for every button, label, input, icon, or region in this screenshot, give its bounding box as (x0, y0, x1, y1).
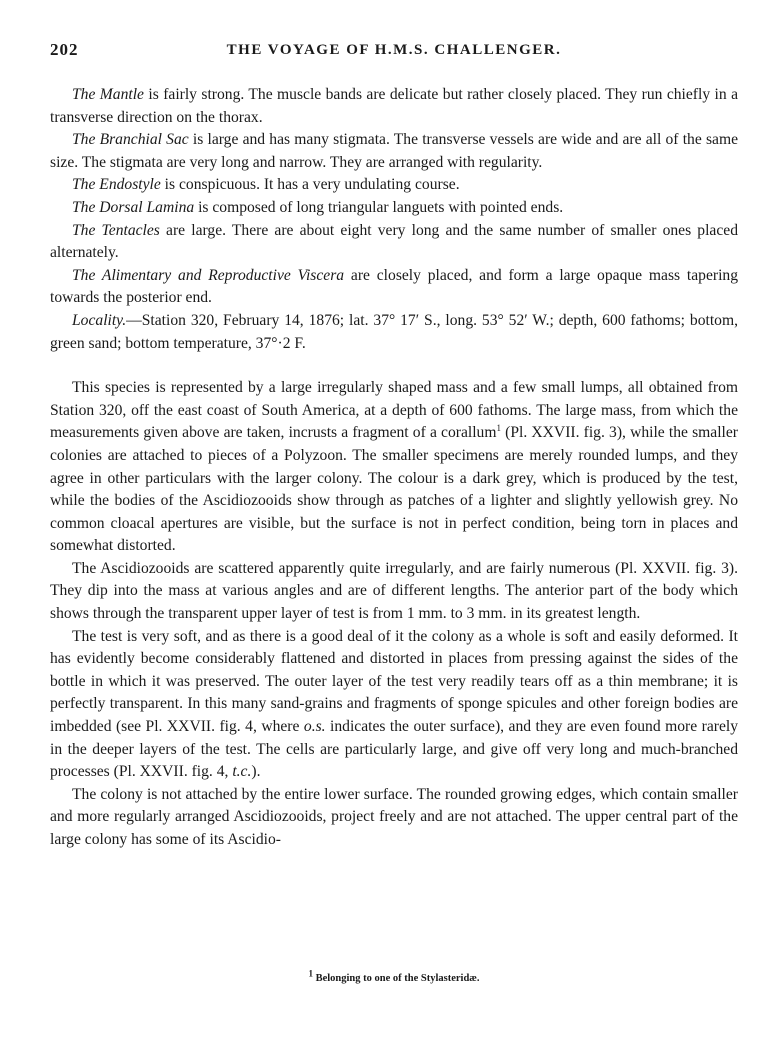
term-label: The Endostyle (72, 176, 161, 194)
footnote-mark: 1 (308, 968, 313, 979)
footnote-reference: 1 (496, 423, 501, 434)
description-viscera (50, 265, 738, 310)
paragraph-text: The colony is not attached by the entire lower surface. The rounded growing edges, which contain smaller and more regularly arranged Ascidiozooids, project freely and are not attached. The upper central part of the large colony has some of its Ascidio- (50, 785, 738, 848)
description-text: are large. There are about eight very long and the same number of smaller ones placed alternately. (50, 221, 738, 262)
figure-label: o.s. (303, 718, 326, 736)
paragraph-text: This species is represented by a large irregularly shaped mass and a few small lumps, all obtained from Station 320, off the east coast of South America, at a depth of 600 fathoms. The large mass, from which the measurements given above are taken, incrusts a fragment of a corallum (50, 379, 738, 442)
term-label: The Tentacles (72, 221, 160, 239)
paragraph-test (50, 626, 738, 784)
paragraph-text: The Ascidiozooids are scattered apparently quite irregularly, and are fairly numerous (Pl. XXVII. fig. 3). They dip into the mass at various angles and are of different lengths. The anterior part of the body which shows through the transparent upper layer of test is from 1 mm. to 3 mm. in its greatest length. (50, 559, 738, 623)
paragraph-text: ). (251, 763, 261, 781)
term-label: Locality. (72, 311, 127, 329)
term-label: The Dorsal Lamina (72, 198, 195, 216)
figure-label: t.c. (232, 763, 252, 781)
description-tentacles (50, 220, 738, 265)
term-label: The Mantle (72, 86, 144, 103)
body-text (50, 84, 738, 852)
paragraph-text: (Pl. XXVII. fig. 3), while the smaller colonies are attached to pieces of a Polyzoon. The smaller specimens are merely rounded lumps, and they agree in other particulars with the larger colony. The colour is a dark grey, which is produced by the test, while the bodies of the Ascidiozooids show through as patches of a lighter and slightly yellowish grey. No common cloacal apertures are visible, but the surface is not in perfect condition, being torn in places and somewhat distorted. (50, 424, 738, 555)
paragraph-text: The test is very soft, and as there is a good deal of it the colony as a whole is soft and easily deformed. It has evidently become considerably flattened and distorted in places from pressing against the sides of the bottle in which it was preserved. The outer layer of the test very readily tears off as a thin membrane; it is perfectly transparent. In this many sand-grains and fragments of sponge spicules and other foreign bodies are imbedded (see Pl. XXVII. fig. 4, where (50, 627, 738, 736)
description-text: are closely placed, and form a large opaque mass tapering towards the posterior end. (50, 266, 738, 307)
description-text: is large and has many stigmata. The transverse vessels are wide and are all of the same size. The stigmata are very long and narrow. They are arranged with regularity. (50, 131, 738, 171)
term-label: The Alimentary and Reproductive Viscera (72, 266, 345, 284)
paragraph-ascidiozooids (50, 558, 738, 626)
paragraph-colony (50, 784, 738, 852)
footnote-text: Belonging to one of the Stylasteridæ. (312, 973, 480, 984)
paragraph-specimen (50, 377, 738, 558)
description-branchial-sac (50, 129, 738, 174)
description-mantle (50, 84, 738, 129)
description-endostyle (50, 174, 738, 197)
description-text: is conspicuous. It has a very undulating course. (160, 176, 460, 194)
page-number: 202 (50, 40, 79, 59)
page-header (50, 40, 738, 66)
term-label: The Branchial Sac (72, 131, 189, 149)
page (50, 40, 738, 984)
footnote (50, 968, 738, 984)
running-title: THE VOYAGE OF H.M.S. CHALLENGER. (226, 42, 562, 58)
description-text: is composed of long triangular languets with pointed ends. (194, 198, 564, 216)
description-locality (50, 310, 738, 355)
description-dorsal-lamina (50, 197, 738, 220)
description-text: —Station 320, February 14, 1876; lat. 37° 17′ S., long. 53° 52′ W.; depth, 600 fathoms; bottom, green sand; bottom temperature, 37°·2 F. (50, 311, 738, 352)
paragraph-text: indicates the outer surface), and they are even found more rarely in the deeper layers of the test. The cells are particularly large, and give off very long and much-branched processes (Pl. XXVII. fig. 4, (50, 718, 738, 781)
description-text: is fairly strong. The muscle bands are delicate but rather closely placed. They run chiefly in a transverse direction on the thorax. (50, 86, 738, 126)
